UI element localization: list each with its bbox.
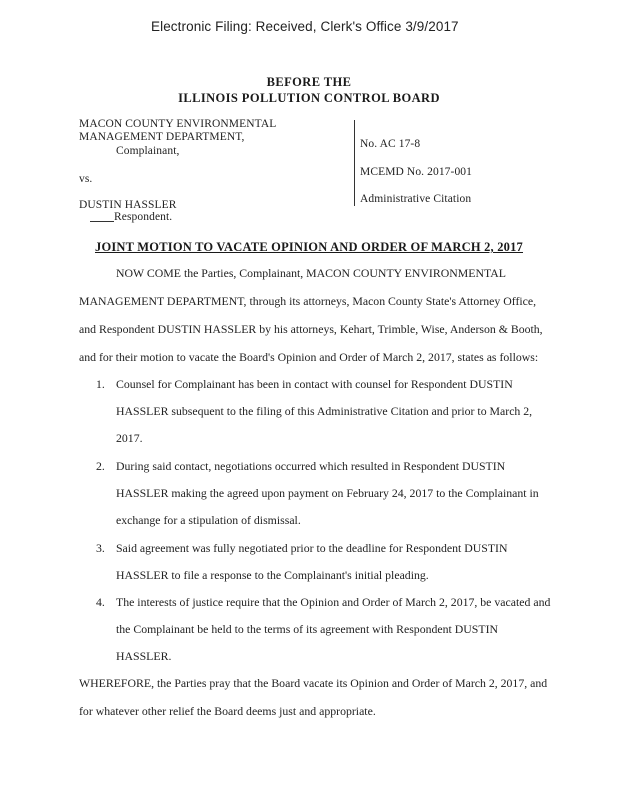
wherefore-line-1: WHEREFORE, the Parties pray that the Board vacate its Opinion and Order of March 2, 2017, and	[79, 676, 548, 690]
list-item-number: 2.	[96, 459, 105, 473]
mcemd-number: MCEMD No. 2017-001	[360, 166, 473, 178]
list-item-1-line-3: 2017.	[116, 431, 143, 445]
complainant-name-line-1: MACON COUNTY ENVIRONMENTAL	[79, 118, 277, 130]
intro-line-2: MANAGEMENT DEPARTMENT, through its attorneys, Macon County State's Attorney Office,	[79, 294, 537, 308]
list-item-3-line-2: HASSLER to file a response to the Complainant's initial pleading.	[116, 568, 429, 582]
list-item-4-line-3: HASSLER.	[116, 649, 172, 663]
wherefore-line-2: for whatever other relief the Board deems just and appropriate.	[79, 704, 376, 718]
list-item-2-line-3: exchange for a stipulation of dismissal.	[116, 513, 301, 527]
list-item-1-line-1: Counsel for Complainant has been in contact with counsel for Respondent DUSTIN	[116, 377, 513, 391]
title-line-2: ILLINOIS POLLUTION CONTROL BOARD	[178, 91, 440, 105]
case-number: No. AC 17-8	[360, 138, 421, 150]
versus-label: vs.	[79, 173, 93, 185]
list-item-3-line-1: Said agreement was fully negotiated prior to the deadline for Respondent DUSTIN	[116, 541, 508, 555]
intro-line-3: and Respondent DUSTIN HASSLER by his attorneys, Kehart, Trimble, Wise, Anderson & Booth,	[79, 322, 543, 336]
motion-heading: JOINT MOTION TO VACATE OPINION AND ORDER OF MARCH 2, 2017	[95, 240, 523, 254]
complainant-name-line-2: MANAGEMENT DEPARTMENT,	[79, 131, 245, 143]
filing-stamp: Electronic Filing: Received, Clerk's Office 3/9/2017	[151, 19, 459, 34]
complainant-role: Complainant,	[116, 145, 180, 157]
respondent-underline	[90, 221, 114, 222]
list-item-4-line-2: the Complainant be held to the terms of its agreement with Respondent DUSTIN	[116, 622, 499, 636]
title-line-1: BEFORE THE	[266, 75, 352, 89]
list-item-number: 1.	[96, 377, 105, 391]
intro-line-4: and for their motion to vacate the Board's Opinion and Order of March 2, 2017, states as follows:	[79, 350, 539, 364]
list-item-number: 3.	[96, 541, 105, 555]
list-item-4-line-1: The interests of justice require that the Opinion and Order of March 2, 2017, be vacated and	[116, 595, 551, 609]
list-item-2-line-1: During said contact, negotiations occurred which resulted in Respondent DUSTIN	[116, 459, 506, 473]
list-item-number: 4.	[96, 595, 105, 609]
list-item-1-line-2: HASSLER subsequent to the filing of this Administrative Citation and prior to March 2,	[116, 404, 533, 418]
list-item-2-line-2: HASSLER making the agreed upon payment on February 24, 2017 to the Complainant in	[116, 486, 539, 500]
respondent-name: DUSTIN HASSLER	[79, 199, 177, 211]
caption-divider	[354, 120, 355, 206]
respondent-role: Respondent.	[114, 211, 173, 223]
case-type: Administrative Citation	[360, 193, 472, 205]
intro-line-1: NOW COME the Parties, Complainant, MACON COUNTY ENVIRONMENTAL	[116, 266, 506, 280]
